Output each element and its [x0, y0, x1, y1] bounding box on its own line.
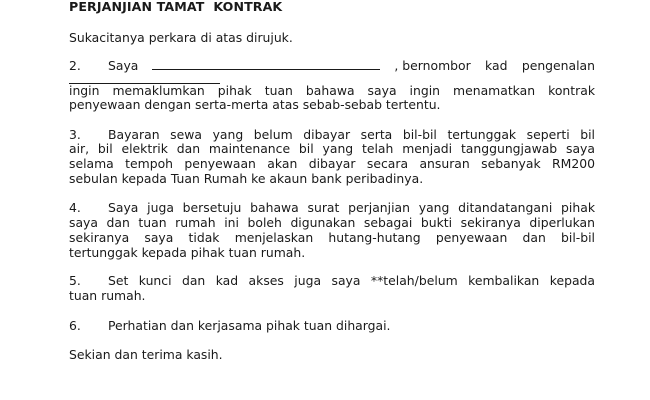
para5-number: 5. [69, 273, 81, 288]
para2-after-blank [394, 58, 595, 73]
para2-saya: Saya [108, 58, 139, 73]
para3-line4: sebulan kepada Tuan Rumah ke akaun bank peribadinya. [69, 171, 424, 186]
para2-line3: penyewaan dengan serta-merta atas sebab-sebab tertentu. [69, 97, 441, 112]
name-blank-line [152, 58, 380, 70]
para3-line2: air, bil elektrik dan maintenance bil yang telah menjadi tanggungjawab saya [69, 141, 595, 156]
para4-line1-text: Saya juga bersetuju bahawa surat perjanjian yang ditandatangani pihak [108, 200, 595, 215]
para6-text: Perhatian dan kerjasama pihak tuan dihargai. [108, 318, 391, 333]
para5-line1-text: Set kunci dan kad akses juga saya **telah/belum kembalikan kepada [108, 273, 595, 288]
para2-word-bernombor: , bernombor [394, 58, 471, 73]
para4-line1 [69, 201, 595, 216]
para3-number: 3. [69, 127, 81, 142]
para4-line4: tertunggak kepada pihak tuan rumah. [69, 245, 306, 260]
para2-number: 2. [69, 58, 81, 73]
closing-text: Sekian dan terima kasih. [69, 347, 223, 362]
para4-line3: sekiranya saya tidak menjelaskan hutang-hutang penyewaan dan bil-bil [69, 230, 595, 245]
document-title: PERJANJIAN TAMAT KONTRAK [69, 0, 283, 14]
para5-line1 [69, 274, 595, 289]
para4-line2: saya dan tuan rumah ini boleh digunakan sebagai bukti sekiranya diperlukan [69, 215, 595, 230]
para5-line2: tuan rumah. [69, 288, 146, 303]
para2-word-pengenalan: pengenalan [521, 58, 595, 73]
intro-text: Sukacitanya perkara di atas dirujuk. [69, 30, 293, 45]
para2-word-kad: kad [485, 58, 508, 73]
para4-number: 4. [69, 200, 81, 215]
para6-line [69, 318, 390, 333]
para6-number: 6. [69, 318, 81, 333]
para2-line2: ingin memaklumkan pihak tuan bahawa saya ingin menamatkan kontrak [69, 83, 595, 98]
para3-line3: selama tempoh penyewaan akan dibayar secara ansuran sebanyak RM200 [69, 156, 595, 171]
para3-line1-text: Bayaran sewa yang belum dibayar serta bil-bil tertunggak seperti bil [108, 127, 595, 142]
